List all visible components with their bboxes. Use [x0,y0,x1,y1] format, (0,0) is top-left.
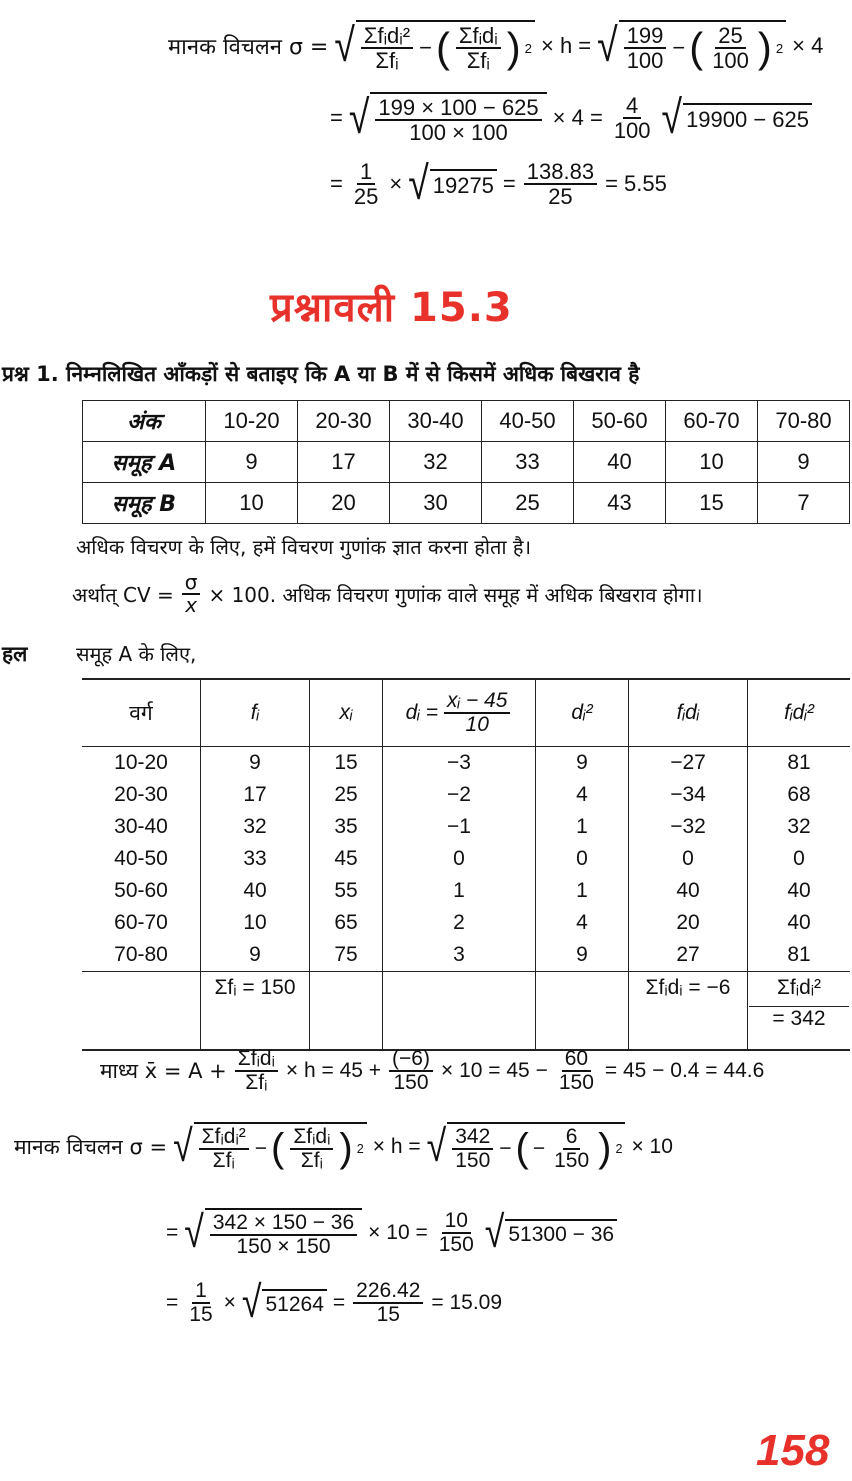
table-cell: 65 [310,907,383,939]
table-cell: 33 [482,442,574,483]
table-cell: 10-20 [206,401,298,442]
table-row [82,939,850,972]
table-cell: वर्ग [82,679,201,747]
data-table [82,400,850,524]
table-cell: 40 [748,907,851,939]
sd-prev-line3: = $\frac{1}{25}$ × √ 19275 = $\frac{138.83}{25}$ = 5.55 [330,156,667,210]
table-cell: 40 [748,875,851,907]
page-number: 158 [756,1426,830,1475]
table-cell: fᵢdᵢ² [748,679,851,747]
calculation-table [82,678,850,1051]
table-cell [310,972,383,1051]
table-header-row [82,679,850,747]
table-cell: 17 [201,779,310,811]
table-cell: 9 [201,747,310,780]
table-cell: dᵢ = $\frac{\text{xᵢ − 45}}{10}$ [383,679,536,747]
question-text: प्रश्न 1. निम्नलिखित आँकड़ों से बताइए कि A या B में से किसमें अधिक बिखराव है [2,362,640,386]
table-cell [82,972,201,1051]
sd-prev-line1: मानक विचलन σ = √ $\frac{\text{Σfᵢdᵢ²}}{\text{Σfᵢ}}$ − ( $\frac{\text{Σfᵢdᵢ}}{\text{Σfᵢ}}$ ) 2 × h = √ $\frac{199}{100}$ − ( $\frac{25}{100}$ ) 2 × 4 [168,18,824,74]
table-cell: 32 [201,811,310,843]
sd-line2: = √ $\frac{342 \times 150 - 36}{150 \times 150}$ × 10 = $\frac{10}{150}$ √ 51300 − 36 [166,1208,617,1258]
table-cell: 43 [574,483,666,524]
table-cell: 9 [758,442,850,483]
table-cell: 30-40 [114,815,168,838]
table-cell: समूह A [83,442,206,483]
table-cell: समूह B [83,483,206,524]
mean-formula: माध्य x̄ = A + $\frac{\text{Σfᵢdᵢ}}{\text{Σfᵢ}}$ × h = 45 + $\frac{(-6)}{150}$ × 10 = 45 − $\frac{60}{150}$ = 45 − 0.4 = 44.6 [100,1047,765,1095]
table-cell: 1 [536,811,629,843]
table-cell: Σfᵢdᵢ = −6 [629,972,748,1051]
table-cell: 9 [201,939,310,972]
table-cell: 30 [390,483,482,524]
table-cell: 40 [574,442,666,483]
table-row [83,483,850,524]
table-row [82,875,850,907]
table-cell: 1 [383,875,536,907]
table-cell: 70-80 [114,943,168,966]
table-cell: 60-70 [666,401,758,442]
table-cell: 15 [310,747,383,780]
table-cell: 35 [310,811,383,843]
table-cell: −2 [383,779,536,811]
table-cell: 7 [758,483,850,524]
table-cell: 2 [383,907,536,939]
table-cell: 27 [629,939,748,972]
table-cell: 40 [629,875,748,907]
table-cell: 0 [629,843,748,875]
note-variance: अधिक विचरण के लिए, हमें विचरण गुणांक ज्ञात करना होता है। [76,535,532,559]
sd-prev-line2: = √ $\frac{199 \times 100 - 625}{100 \times 100}$ × 4 = $\frac{4}{100}$ √ 19900 − 625 [330,92,812,144]
solution-text: समूह A के लिए, [76,642,197,666]
table-cell: 10 [201,907,310,939]
table-cell: −1 [383,811,536,843]
table-cell: 15 [666,483,758,524]
table-cell: Σfᵢ = 150 [201,972,310,1051]
table-cell: −3 [383,747,536,780]
table-row [83,442,850,483]
table-cell: 70-80 [758,401,850,442]
table-cell: −32 [629,811,748,843]
table-cell: −34 [629,779,748,811]
table-cell: 3 [383,939,536,972]
sd-line3: = $\frac{1}{15}$ × √ 51264 = $\frac{226.42}{15}$ = 15.09 [166,1276,503,1327]
table-cell: 40-50 [114,847,168,870]
table-cell: 68 [748,779,851,811]
table-cell: 1 [536,875,629,907]
table-cell: 50-60 [114,879,168,902]
table-row [82,907,850,939]
note-cv: अर्थात् CV = $\frac{\sigma}{x}$ × 100. अधिक विचरण गुणांक वाले समूह में अधिक बिखराव होगा। [72,570,703,617]
table-cell: Σfᵢdᵢ² = 342 [748,972,851,1051]
table-cell: अंक [83,401,206,442]
table-cell: 17 [298,442,390,483]
table-cell: 20 [298,483,390,524]
table-cell: 25 [482,483,574,524]
table-cell: 0 [383,843,536,875]
table-cell: 20-30 [114,783,168,806]
table-cell: 32 [390,442,482,483]
table-cell: 45 [310,843,383,875]
table-header-row [83,401,850,442]
table-cell: 9 [536,747,629,780]
table-row [82,747,850,780]
table-cell: 60-70 [114,911,168,934]
table-cell: −27 [629,747,748,780]
table-cell: 10 [666,442,758,483]
table-cell: 4 [536,907,629,939]
table-cell: 20 [629,907,748,939]
table-cell [536,972,629,1051]
table-cell: dᵢ² [536,679,629,747]
table-row [82,843,850,875]
table-cell: 30-40 [390,401,482,442]
table-cell [383,972,536,1051]
table-cell: 25 [310,779,383,811]
table-cell: 9 [536,939,629,972]
table-row [82,811,850,843]
table-cell: 40 [201,875,310,907]
table-cell: 81 [748,747,851,780]
table-cell: fᵢdᵢ [629,679,748,747]
table-row [82,779,850,811]
table-cell: 20-30 [298,401,390,442]
table-cell: xᵢ [310,679,383,747]
table-sum-row [82,972,850,1051]
table-cell: 32 [748,811,851,843]
table-cell: 10-20 [114,751,168,774]
table-cell: 10 [206,483,298,524]
table-cell: 40-50 [482,401,574,442]
table-cell: 55 [310,875,383,907]
table-cell: 0 [536,843,629,875]
table-cell: 4 [536,779,629,811]
table-cell: 81 [748,939,851,972]
table-cell: 0 [748,843,851,875]
table-cell: 50-60 [574,401,666,442]
table-cell: 33 [201,843,310,875]
section-title: प्रश्नावली 15.3 [270,285,513,331]
sd-line1: मानक विचलन σ = √ $\frac{\text{Σfᵢdᵢ²}}{\text{Σfᵢ}}$ − ( $\frac{\text{Σfᵢdᵢ}}{\text{Σfᵢ}}$ ) 2 × h = √ $\frac{342}{150}$ − ( − $\frac{6}{150}$ ) 2 × 10 [14,1120,673,1173]
table-cell: 75 [310,939,383,972]
solution-label: हल [2,642,28,666]
table-cell: 9 [206,442,298,483]
table-cell: fᵢ [201,679,310,747]
